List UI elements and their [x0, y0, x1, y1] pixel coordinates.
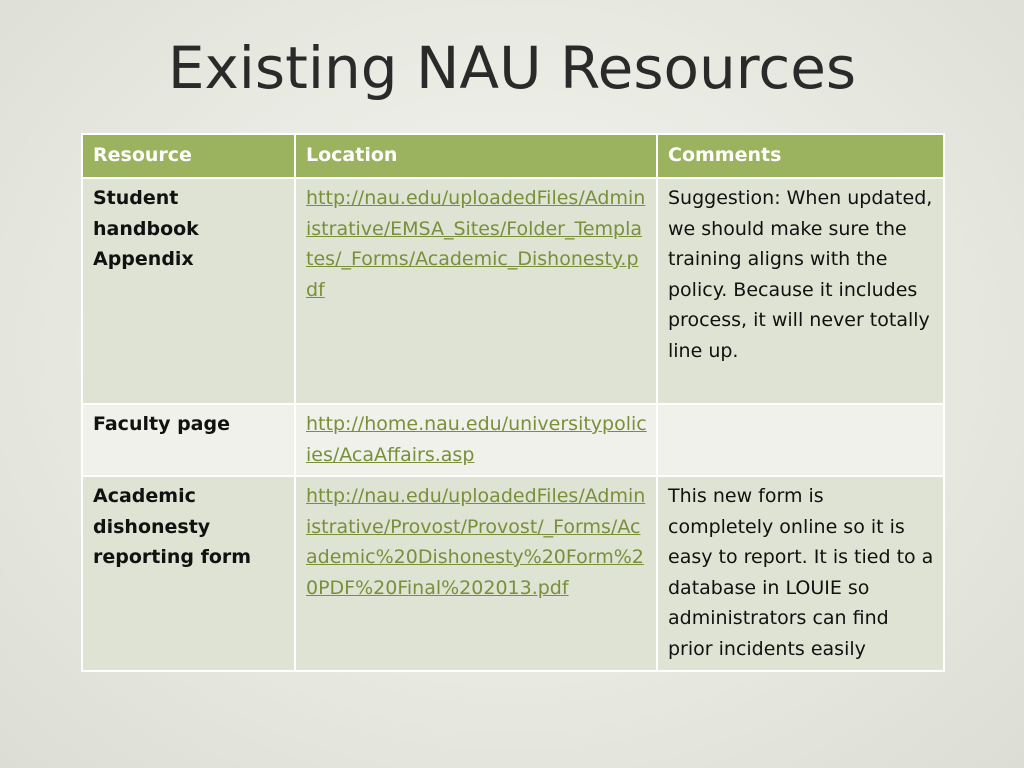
- resources-table: [81, 133, 945, 672]
- table-row: [82, 476, 944, 671]
- slide-title: Existing NAU Resources: [167, 34, 857, 102]
- location-link[interactable]: http://home.nau.edu/universitypolicies/AcaAffairs.asp: [306, 413, 647, 466]
- header-comments: Comments: [657, 134, 944, 178]
- header-location: Location: [295, 134, 657, 178]
- header-resource: Resource: [82, 134, 295, 178]
- resource-cell: Academic dishonesty reporting form: [82, 476, 295, 671]
- comments-cell: Suggestion: When updated, we should make sure the training aligns with the policy. Because it includes process, it will never totally line up.: [657, 178, 944, 404]
- resource-cell: Student handbook Appendix: [82, 178, 295, 404]
- table-header-row: [82, 134, 944, 178]
- comments-cell: [657, 404, 944, 476]
- location-link[interactable]: http://nau.edu/uploadedFiles/Administrative/Provost/Provost/_Forms/Academic%20Dishonesty%20Form%20PDF%20Final%202013.pdf: [306, 485, 646, 599]
- location-cell: [295, 178, 657, 404]
- table-row: [82, 178, 944, 404]
- location-cell: [295, 476, 657, 671]
- location-link[interactable]: http://nau.edu/uploadedFiles/Administrative/EMSA_Sites/Folder_Templates/_Forms/Academic_Dishonesty.pdf: [306, 187, 646, 301]
- resource-cell: Faculty page: [82, 404, 295, 476]
- location-cell: [295, 404, 657, 476]
- table-row: [82, 404, 944, 476]
- resources-table-container: [81, 133, 943, 672]
- comments-cell: This new form is completely online so it is easy to report. It is tied to a database in LOUIE so administrators can find prior incidents easily: [657, 476, 944, 671]
